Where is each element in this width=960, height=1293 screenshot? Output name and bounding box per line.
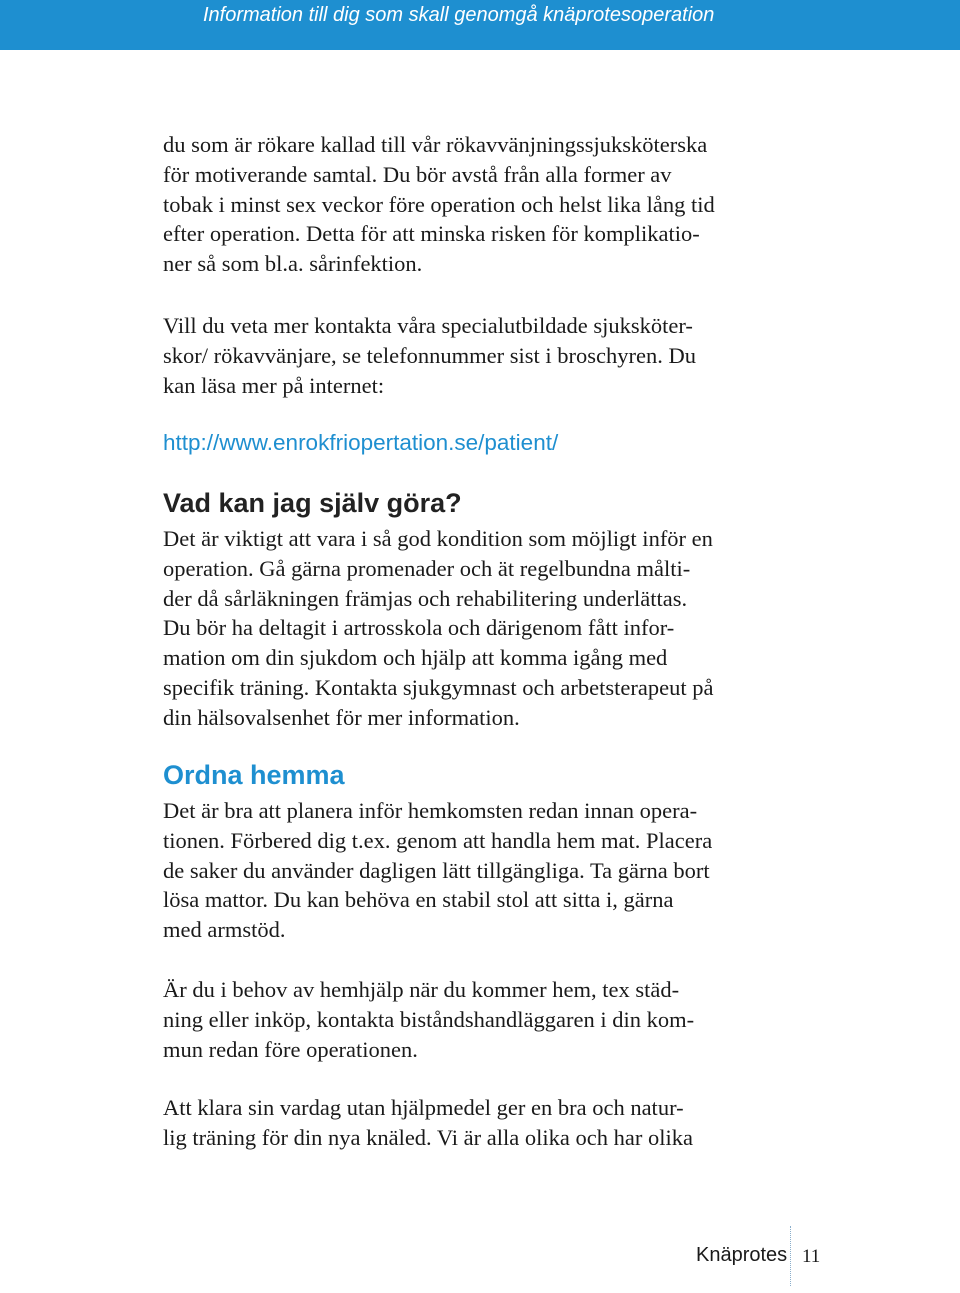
text-line: efter operation. Detta för att minska risken för komplikatio-	[163, 221, 700, 247]
text-line: ning eller inköp, kontakta biståndshandläggaren i din kom-	[163, 1006, 695, 1032]
text-line: Du bör ha deltagit i artrosskola och därigenom fått infor-	[163, 615, 675, 641]
paragraph-home-help	[163, 975, 694, 1064]
text-line: mun redan före operationen.	[163, 1036, 418, 1062]
paragraph-daily-life	[163, 1093, 693, 1153]
text-line: din hälsovalsenhet för mer information.	[163, 704, 520, 730]
paragraph-planning	[163, 796, 712, 945]
header-title: Information till dig som skall genomgå knäprotesoperation	[203, 4, 715, 26]
text-line: lösa mattor. Du kan behöva en stabil stol att sitta i, gärna	[163, 887, 674, 913]
text-line: der då sårläkningen främjas och rehabilitering underlättas.	[163, 585, 688, 611]
text-line: Det är bra att planera inför hemkomsten redan innan opera-	[163, 798, 698, 823]
text-line: du som är rökare kallad till vår rökavvänjningssjuksköterska	[163, 132, 708, 157]
header-bar	[0, 0, 960, 50]
text-line: Det är viktigt att vara i så god kondition som möjligt inför en	[163, 526, 713, 551]
text-line: ner så som bl.a. sårinfektion.	[163, 251, 423, 277]
heading-what-can-i-do: Vad kan jag själv göra?	[163, 488, 462, 518]
text-line: för motiverande samtal. Du bör avstå från alla former av	[163, 161, 672, 187]
text-line: operation. Gå gärna promenader och ät regelbundna målti-	[163, 555, 691, 581]
text-line: kan läsa mer på internet:	[163, 372, 385, 398]
text-line: med armstöd.	[163, 917, 286, 943]
text-line: specifik träning. Kontakta sjukgymnast och arbetsterapeut på	[163, 674, 714, 700]
paragraph-smoking	[163, 130, 715, 279]
heading-prepare-home: Ordna hemma	[163, 760, 345, 790]
website-link[interactable]: http://www.enrokfriopertation.se/patient/	[163, 430, 559, 455]
text-line: de saker du använder dagligen lätt tillgängliga. Ta gärna bort	[163, 857, 710, 883]
text-line: Är du i behov av hemhjälp när du kommer hem, tex städ-	[163, 977, 680, 1002]
text-line: lig träning för din nya knäled. Vi är alla olika och har olika	[163, 1124, 693, 1150]
text-line: tionen. Förbered dig t.ex. genom att handla hem mat. Placera	[163, 827, 713, 853]
text-line: skor/ rökavvänjare, se telefonnummer sist i broschyren. Du	[163, 342, 696, 368]
text-line: Att klara sin vardag utan hjälpmedel ger en bra och natur-	[163, 1095, 684, 1120]
footer-label: Knäprotes	[696, 1244, 788, 1266]
text-line: mation om din sjukdom och hjälp att komma igång med	[163, 645, 668, 671]
page-number: 11	[802, 1246, 821, 1267]
text-line: tobak i minst sex veckor före operation och helst lika lång tid	[163, 191, 715, 217]
footer-divider	[790, 1226, 791, 1286]
text-line: Vill du veta mer kontakta våra specialutbildade sjuksköter-	[163, 313, 693, 338]
paragraph-contact	[163, 311, 696, 400]
paragraph-condition	[163, 524, 713, 733]
